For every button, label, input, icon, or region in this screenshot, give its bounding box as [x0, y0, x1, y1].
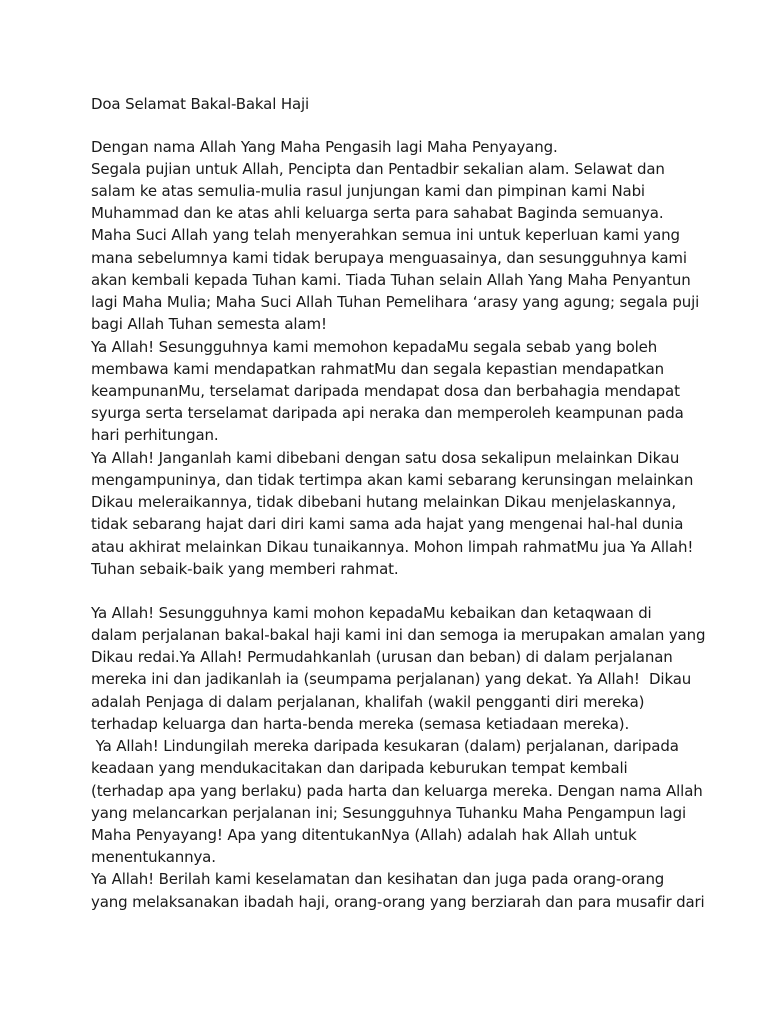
text-line: Ya Allah! Berilah kami keselamatan dan kesihatan dan juga pada orang-orang [91, 870, 665, 888]
text-line: Dengan nama Allah Yang Maha Pengasih lagi Maha Penyayang. [91, 138, 558, 156]
text-line: Maha Suci Allah yang telah menyerahkan semua ini untuk keperluan kami yang [91, 226, 680, 244]
text-line: menentukannya. [91, 848, 216, 866]
text-line: hari perhitungan. [91, 426, 219, 444]
text-line: Dikau redai.Ya Allah! Permudahkanlah (urusan dan beban) di dalam perjalanan [91, 648, 673, 666]
text-line: Muhammad dan ke atas ahli keluarga serta para sahabat Baginda semuanya. [91, 204, 664, 222]
text-line: Maha Penyayang! Apa yang ditentukanNya (Allah) adalah hak Allah untuk [91, 826, 637, 844]
text-line: Ya Allah! Lindungilah mereka daripada kesukaran (dalam) perjalanan, daripada [91, 737, 679, 755]
text-line: lagi Maha Mulia; Maha Suci Allah Tuhan Pemelihara ‘arasy yang agung; segala puji [91, 293, 700, 311]
text-line: Segala pujian untuk Allah, Pencipta dan Pentadbir sekalian alam. Selawat dan [91, 160, 665, 178]
text-line: terhadap keluarga dan harta-benda mereka (semasa ketiadaan mereka). [91, 715, 630, 733]
text-line: mana sebelumnya kami tidak berupaya menguasainya, dan sesungguhnya kami [91, 249, 687, 267]
text-line: yang melaksanakan ibadah haji, orang-orang yang berziarah dan para musafir dari [91, 893, 705, 911]
text-line: adalah Penjaga di dalam perjalanan, khalifah (wakil pengganti diri mereka) [91, 693, 645, 711]
text-line: Ya Allah! Janganlah kami dibebani dengan satu dosa sekalipun melainkan Dikau [91, 449, 680, 467]
text-line: keadaan yang mendukacitakan dan daripada keburukan tempat kembali [91, 759, 628, 777]
text-line: yang melancarkan perjalanan ini; Sesungguhnya Tuhanku Maha Pengampun lagi [91, 804, 686, 822]
text-line: tidak sebarang hajat dari diri kami sama ada hajat yang mengenai hal-hal dunia [91, 515, 684, 533]
document-title: Doa Selamat Bakal-Bakal Haji [91, 95, 310, 113]
text-line: Ya Allah! Sesungguhnya kami mohon kepadaMu kebaikan dan ketaqwaan di [91, 604, 652, 622]
text-line: dalam perjalanan bakal-bakal haji kami ini dan semoga ia merupakan amalan yang [91, 626, 706, 644]
text-line: (terhadap apa yang berlaku) pada harta dan keluarga mereka. Dengan nama Allah [91, 782, 703, 800]
text-line: mengampuninya, dan tidak tertimpa akan kami sebarang kerunsingan melainkan [91, 471, 694, 489]
text-line: membawa kami mendapatkan rahmatMu dan segala kepastian mendapatkan [91, 360, 665, 378]
text-line: bagi Allah Tuhan semesta alam! [91, 315, 327, 333]
text-line: Ya Allah! Sesungguhnya kami memohon kepadaMu segala sebab yang boleh [91, 338, 658, 356]
text-line: keampunanMu, terselamat daripada mendapat dosa dan berbahagia mendapat [91, 382, 680, 400]
text-line: syurga serta terselamat daripada api neraka dan memperoleh keampunan pada [91, 404, 684, 422]
text-line: Dikau meleraikannya, tidak dibebani hutang melainkan Dikau menjelaskannya, [91, 493, 676, 511]
text-line: akan kembali kepada Tuhan kami. Tiada Tuhan selain Allah Yang Maha Penyantun [91, 271, 691, 289]
text-line: Tuhan sebaik-baik yang memberi rahmat. [91, 560, 399, 578]
text-line: salam ke atas semulia-mulia rasul junjungan kami dan pimpinan kami Nabi [91, 182, 645, 200]
text-line: atau akhirat melainkan Dikau tunaikannya. Mohon limpah rahmatMu jua Ya Allah! [91, 538, 694, 556]
text-line: mereka ini dan jadikanlah ia (seumpama perjalanan) yang dekat. Ya Allah! Dikau [91, 670, 692, 688]
